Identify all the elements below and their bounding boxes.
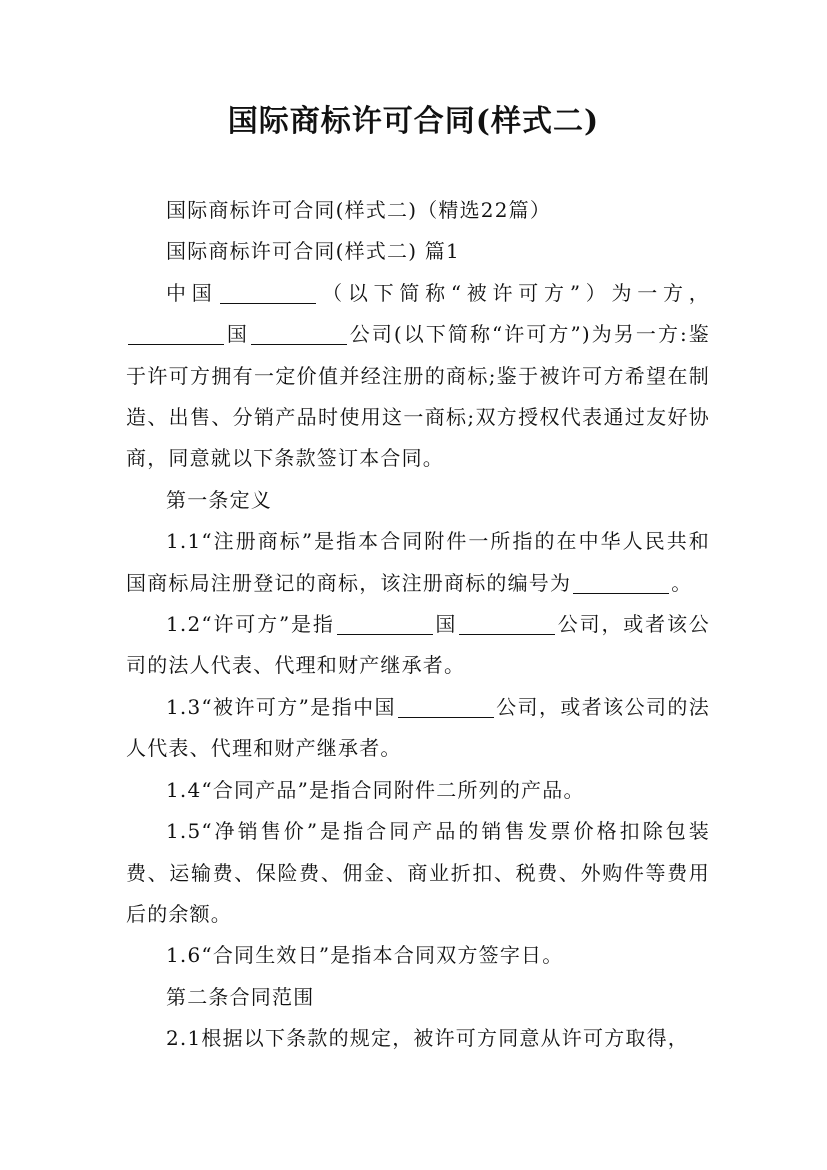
clause-1-1 <box>126 521 710 604</box>
clause-1-3-part1: 1.3“被许可方”是指中国 <box>166 694 396 719</box>
document-subtitle: 国际商标许可合同(样式二)（精选22篇） <box>166 198 552 222</box>
intro-part4: 公司(以下简称“许可方”)为另一方:鉴于许可方拥有一定价值并经注册的商标;鉴于被许可方希望在制造、出售、分销产品时使用这一商标;双方授权代表通过友好协商，同意就以下条款签订本合同。 <box>126 322 710 471</box>
clause-1-2-part2: 国 <box>434 612 458 637</box>
document-body <box>126 190 710 1060</box>
document-title: 国际商标许可合同(样式二) <box>227 104 600 139</box>
licensee-name-blank <box>220 283 316 304</box>
intro-part1: 中国 <box>166 280 218 305</box>
clause-1-1-text: 1.1“注册商标”是指本合同附件一所指的在中华人民共和国商标局注册登记的商标，该注册商标的编号为 <box>126 529 710 595</box>
article-2-heading: 第二条合同范围 <box>166 984 315 1009</box>
clause-1-2-part3: 公司，或者该公司的法人代表、代理和财产继承者。 <box>126 612 710 678</box>
section-title: 国际商标许可合同(样式二) 篇1 <box>166 239 460 264</box>
clause-2-1: 2.1根据以下条款的规定，被许可方同意从许可方取得， <box>166 1026 690 1051</box>
licensor-company-blank <box>251 324 347 345</box>
clause-1-5: 1.5“净销售价”是指合同产品的销售发票价格扣除包装费、运输费、保险费、佣金、商业折扣、税费、外购件等费用后的余额。 <box>126 819 710 926</box>
clause-1-6: 1.6“合同生效日”是指本合同双方签字日。 <box>166 943 564 968</box>
clause-1-1-end: 。 <box>671 570 693 595</box>
clause-1-2 <box>126 604 710 687</box>
licensor-country-blank <box>128 324 224 345</box>
clause-1-2-part1: 1.2“许可方”是指 <box>166 612 335 637</box>
clause-1-3-part2: 公司，或者该公司的法人代表、代理和财产继承者。 <box>126 694 711 761</box>
intro-part2: （以下简称“被许可方”）为一方， <box>317 280 710 305</box>
trademark-number-blank <box>573 573 669 594</box>
clause-1-4: 1.4“合同产品”是指合同附件二所列的产品。 <box>166 777 585 802</box>
intro-paragraph <box>126 273 710 480</box>
article-1-heading: 第一条定义 <box>166 487 272 512</box>
licensee-company-blank <box>398 697 494 718</box>
licensor-company-blank-2 <box>459 614 555 635</box>
clause-1-3 <box>126 687 710 770</box>
intro-part3: 国 <box>226 322 249 347</box>
licensor-country-blank-2 <box>337 614 433 635</box>
